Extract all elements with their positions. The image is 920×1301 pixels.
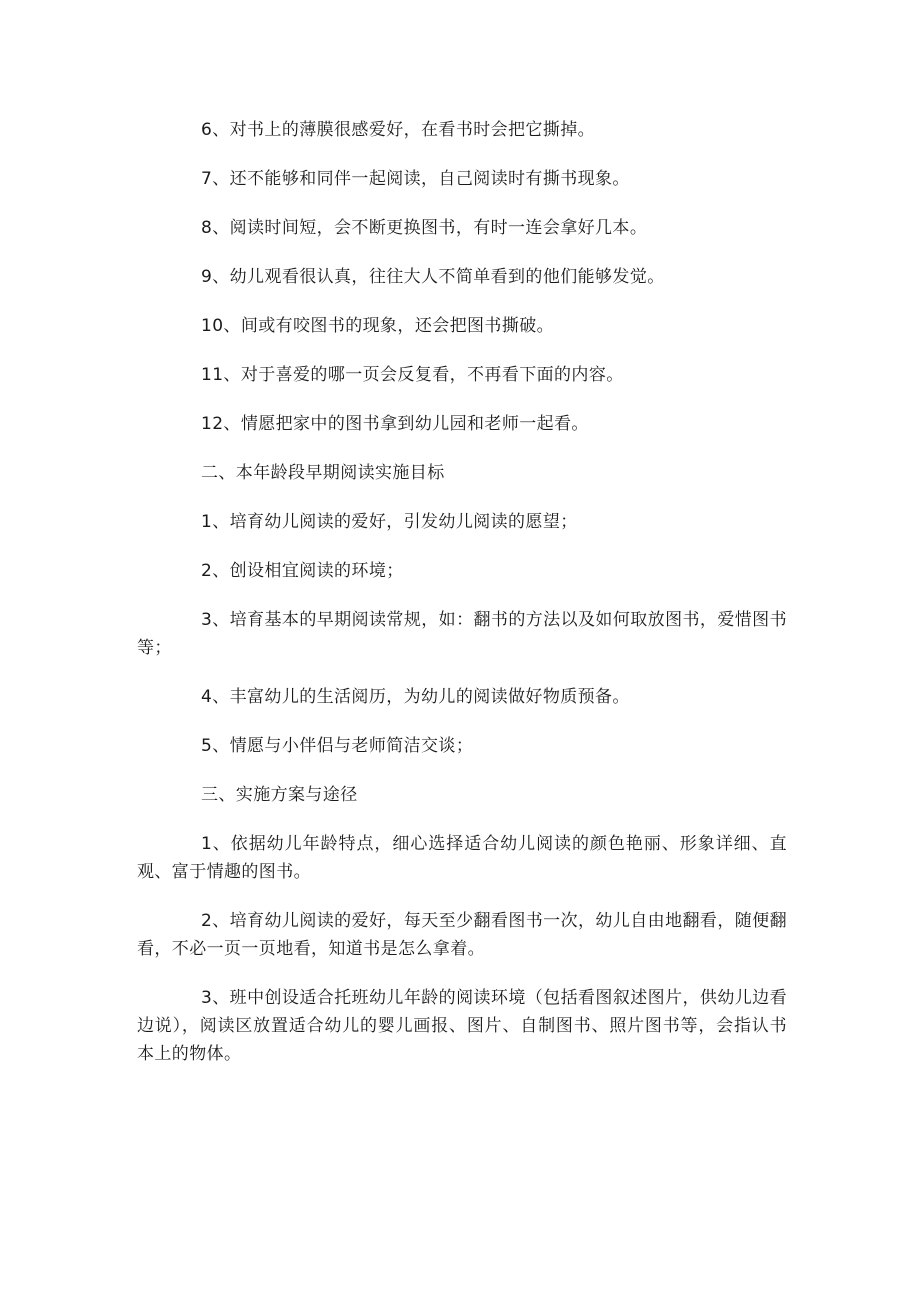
paragraph: 8、阅读时间短，会不断更换图书，有时一连会拿好几本。 [201,218,648,238]
paragraph: 4、丰富幼儿的生活阅历，为幼儿的阅读做好物质预备。 [201,687,630,707]
document-body [137,116,787,1089]
paragraph: 5、情愿与小伴侣与老师简洁交谈； [201,736,474,756]
section-heading: 三、实施方案与途径 [201,785,358,805]
paragraph: 2、培育幼儿阅读的爱好，每天至少翻看图书一次，幼儿自由地翻看，随便翻看，不必一页一页地看，知道书是怎么拿着。 [137,911,787,959]
paragraph: 6、对书上的薄膜很感爱好，在看书时会把它撕掉。 [201,120,596,140]
paragraph: 9、幼儿观看很认真，往往大人不简单看到的他们能够发觉。 [201,267,665,287]
paragraph: 11、对于喜爱的哪一页会反复看，不再看下面的内容。 [201,365,624,385]
paragraph: 7、还不能够和同伴一起阅读，自己阅读时有撕书现象。 [201,169,630,189]
paragraph: 3、班中创设适合托班幼儿年龄的阅读环境（包括看图叙述图片，供幼儿边看边说），阅读区放置适合幼儿的婴儿画报、图片、自制图书、照片图书等，会指认书本上的物体。 [137,988,787,1064]
paragraph: 3、培育基本的早期阅读常规，如：翻书的方法以及如何取放图书，爱惜图书等； [137,610,787,658]
paragraph: 12、情愿把家中的图书拿到幼儿园和老师一起看。 [201,414,589,434]
paragraph: 1、依据幼儿年龄特点，细心选择适合幼儿阅读的颜色艳丽、形象详细、直观、富于情趣的图书。 [137,834,787,882]
section-heading: 二、本年龄段早期阅读实施目标 [201,463,445,483]
paragraph: 10、间或有咬图书的现象，还会把图书撕破。 [201,316,555,336]
paragraph: 1、培育幼儿阅读的爱好，引发幼儿阅读的愿望； [201,512,578,532]
paragraph: 2、创设相宜阅读的环境； [201,561,404,581]
